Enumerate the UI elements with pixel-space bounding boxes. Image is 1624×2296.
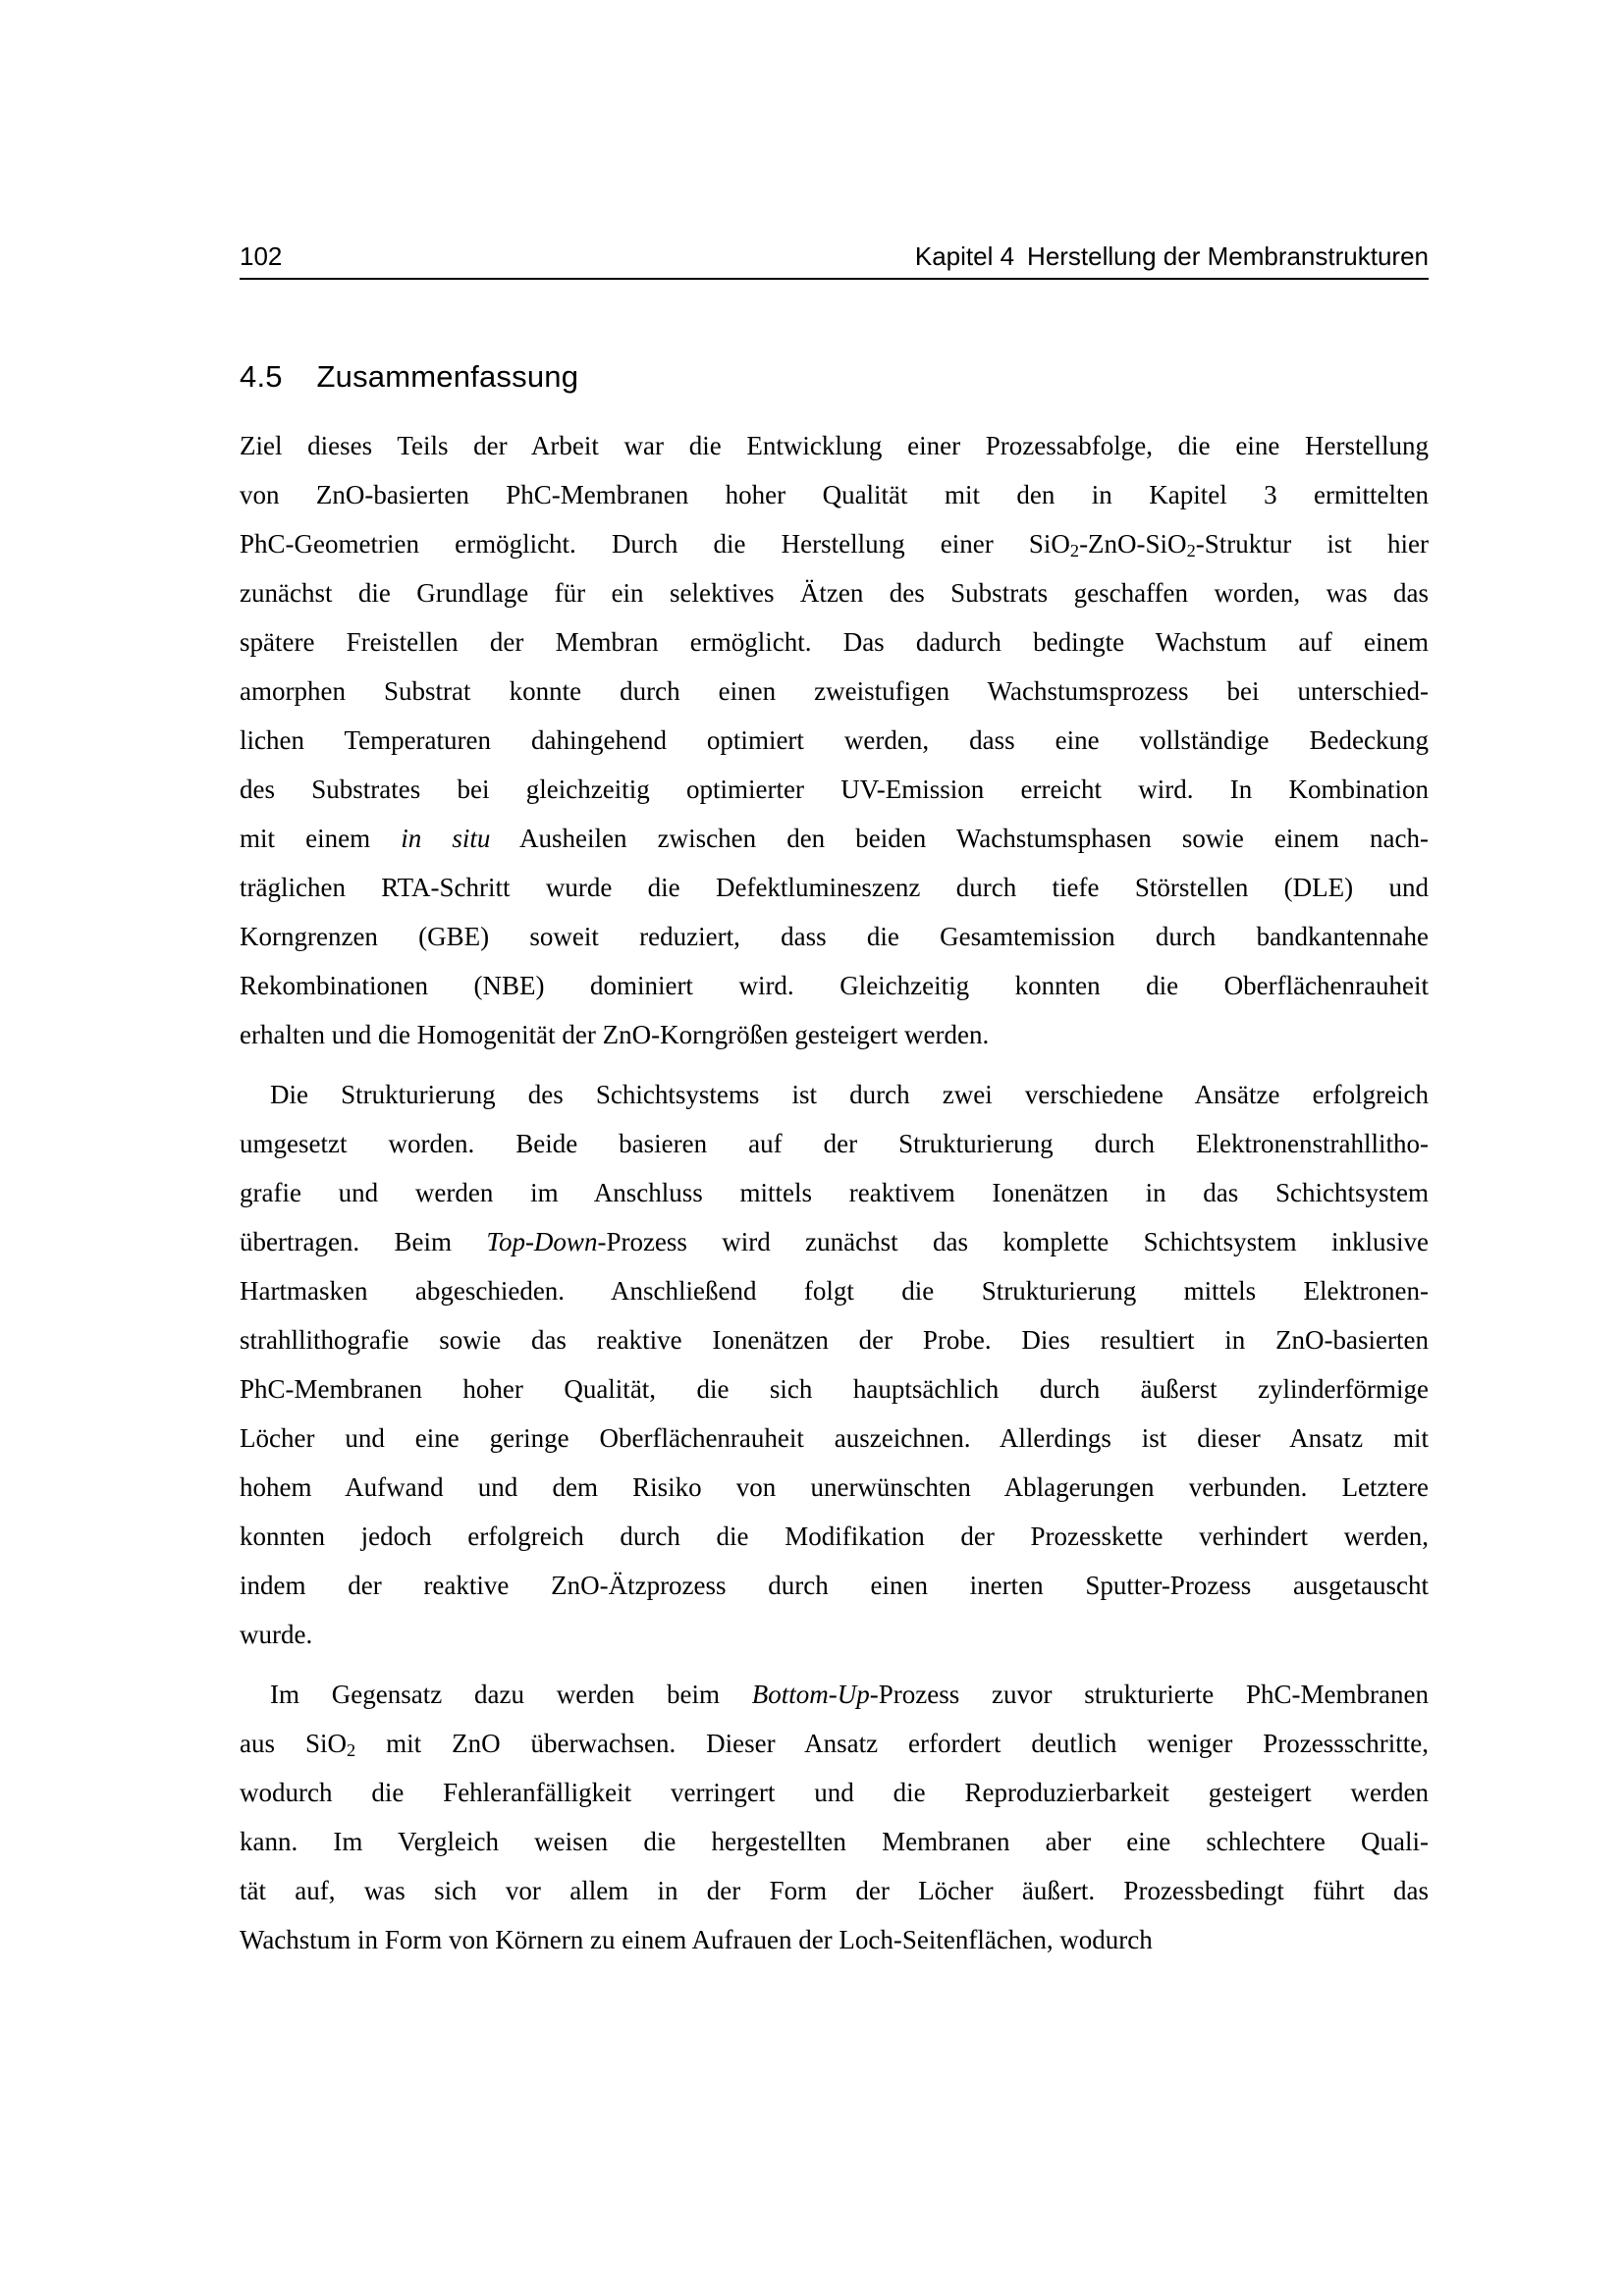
text-segment: mit einem <box>240 824 402 853</box>
header-rule <box>240 278 1429 280</box>
text-segment: konnten jedoch erfolgreich durch die Modifikation der Prozesskette verhindert werden, <box>240 1522 1429 1551</box>
text-line <box>240 1561 1429 1610</box>
text-line <box>240 1217 1429 1266</box>
text-line <box>240 1414 1429 1463</box>
text-line <box>240 1610 1429 1659</box>
text-segment: kann. Im Vergleich weisen die hergestellten Membranen aber eine schlechtere Quali- <box>240 1827 1429 1856</box>
text-segment: -ZnO-SiO <box>1079 529 1187 559</box>
section-number: 4.5 <box>240 359 283 394</box>
text-segment: Wachstum in Form von Körnern zu einem Aufrauen der Loch-Seitenflächen, wodurch <box>240 1925 1153 1954</box>
text-line <box>240 1364 1429 1414</box>
page-number: 102 <box>240 241 283 271</box>
page-header <box>240 241 1429 271</box>
chemical-subscript: 2 <box>346 1740 356 1761</box>
section-title: Zusammenfassung <box>316 359 579 394</box>
italic-term: Bottom-Up <box>751 1680 870 1709</box>
chemical-subscript: 2 <box>1069 541 1080 561</box>
chemical-subscript: 2 <box>1186 541 1196 561</box>
text-segment: Rekombinationen (NBE) dominiert wird. Gleichzeitig konnten die Oberflächenrauheit <box>240 971 1429 1000</box>
text-segment: Im Gegensatz dazu werden beim <box>270 1680 752 1709</box>
italic-term: in situ <box>401 824 491 853</box>
text-segment: wurde. <box>240 1620 313 1649</box>
text-segment: übertragen. Beim <box>240 1227 487 1256</box>
text-line <box>240 1070 1429 1119</box>
running-chapter-title: Kapitel 4 Herstellung der Membranstrukturen <box>914 241 1429 271</box>
text-segment: -Prozess zuvor strukturierte PhC-Membranen <box>869 1680 1429 1709</box>
text-line <box>240 1817 1429 1866</box>
text-line <box>240 716 1429 765</box>
text-line <box>240 1719 1429 1768</box>
text-line <box>240 1463 1429 1512</box>
text-segment: PhC-Geometrien ermöglicht. Durch die Herstellung einer SiO <box>240 529 1070 559</box>
text-segment: wodurch die Fehleranfälligkeit verringert und die Reproduzierbarkeit gesteigert werden <box>240 1778 1429 1807</box>
text-segment: Die Strukturierung des Schichtsystems ist durch zwei verschiedene Ansätze erfolgreich <box>270 1080 1429 1109</box>
text-segment: lichen Temperaturen dahingehend optimiert werden, dass eine vollständige Bedeckung <box>240 725 1429 755</box>
text-segment: zunächst die Grundlage für ein selektives Ätzen des Substrats geschaffen worden, was das <box>240 578 1429 608</box>
text-line <box>240 1866 1429 1915</box>
text-segment: Korngrenzen (GBE) soweit reduziert, dass die Gesamtemission durch bandkantennahe <box>240 922 1429 951</box>
text-line <box>240 1512 1429 1561</box>
text-line <box>240 1168 1429 1217</box>
italic-term: Top-Down <box>486 1227 598 1256</box>
text-segment: Hartmasken abgeschieden. Anschließend folgt die Strukturierung mittels Elektronen- <box>240 1276 1429 1306</box>
text-line <box>240 961 1429 1010</box>
text-line <box>240 1915 1429 1964</box>
text-segment: Ziel dieses Teils der Arbeit war die Entwicklung einer Prozessabfolge, die eine Herstellung <box>240 431 1429 460</box>
text-line <box>240 568 1429 617</box>
text-segment: Löcher und eine geringe Oberflächenrauheit auszeichnen. Allerdings ist dieser Ansatz mit <box>240 1423 1429 1453</box>
text-line <box>240 1266 1429 1315</box>
paragraph <box>240 421 1429 1059</box>
text-line <box>240 1670 1429 1719</box>
paragraph <box>240 1070 1429 1659</box>
text-segment: von ZnO-basierten PhC-Membranen hoher Qualität mit den in Kapitel 3 ermittelten <box>240 480 1429 509</box>
text-segment: spätere Freistellen der Membran ermöglicht. Das dadurch bedingte Wachstum auf einem <box>240 627 1429 657</box>
text-segment: träglichen RTA-Schritt wurde die Defektlumineszenz durch tiefe Störstellen (DLE) und <box>240 873 1429 902</box>
text-segment: amorphen Substrat konnte durch einen zweistufigen Wachstumsprozess bei unterschied- <box>240 676 1429 706</box>
text-line <box>240 667 1429 716</box>
text-segment: PhC-Membranen hoher Qualität, die sich hauptsächlich durch äußerst zylinderförmige <box>240 1374 1429 1404</box>
text-line <box>240 1315 1429 1364</box>
text-segment: hohem Aufwand und dem Risiko von unerwünschten Ablagerungen verbunden. Letztere <box>240 1472 1429 1502</box>
text-line <box>240 519 1429 568</box>
text-line <box>240 617 1429 667</box>
text-segment: tät auf, was sich vor allem in der Form der Löcher äußert. Prozessbedingt führt das <box>240 1876 1429 1905</box>
text-line <box>240 1119 1429 1168</box>
text-segment: umgesetzt worden. Beide basieren auf der Strukturierung durch Elektronenstrahllitho- <box>240 1129 1429 1158</box>
text-segment: aus SiO <box>240 1729 347 1758</box>
text-segment: -Prozess wird zunächst das komplette Schichtsystem inklusive <box>597 1227 1429 1256</box>
text-line <box>240 1768 1429 1817</box>
text-line <box>240 470 1429 519</box>
text-segment: strahllithografie sowie das reaktive Ionenätzen der Probe. Dies resultiert in ZnO-basierten <box>240 1325 1429 1355</box>
text-segment: indem der reaktive ZnO-Ätzprozess durch einen inerten Sputter-Prozess ausgetauscht <box>240 1571 1429 1600</box>
text-segment: mit ZnO überwachsen. Dieser Ansatz erfordert deutlich weniger Prozessschritte, <box>355 1729 1429 1758</box>
text-segment: des Substrates bei gleichzeitig optimierter UV-Emission erreicht wird. In Kombination <box>240 774 1429 804</box>
text-line <box>240 912 1429 961</box>
text-line <box>240 765 1429 814</box>
section-body <box>240 421 1429 1964</box>
section-heading <box>240 359 578 395</box>
text-segment: erhalten und die Homogenität der ZnO-Korngrößen gesteigert werden. <box>240 1020 990 1049</box>
text-line <box>240 814 1429 863</box>
text-line <box>240 421 1429 470</box>
text-line <box>240 863 1429 912</box>
text-segment: grafie und werden im Anschluss mittels reaktivem Ionenätzen in das Schichtsystem <box>240 1178 1429 1207</box>
text-line <box>240 1010 1429 1059</box>
text-segment: Ausheilen zwischen den beiden Wachstumsphasen sowie einem nach- <box>490 824 1429 853</box>
text-segment: -Struktur ist hier <box>1195 529 1429 559</box>
paragraph <box>240 1670 1429 1964</box>
